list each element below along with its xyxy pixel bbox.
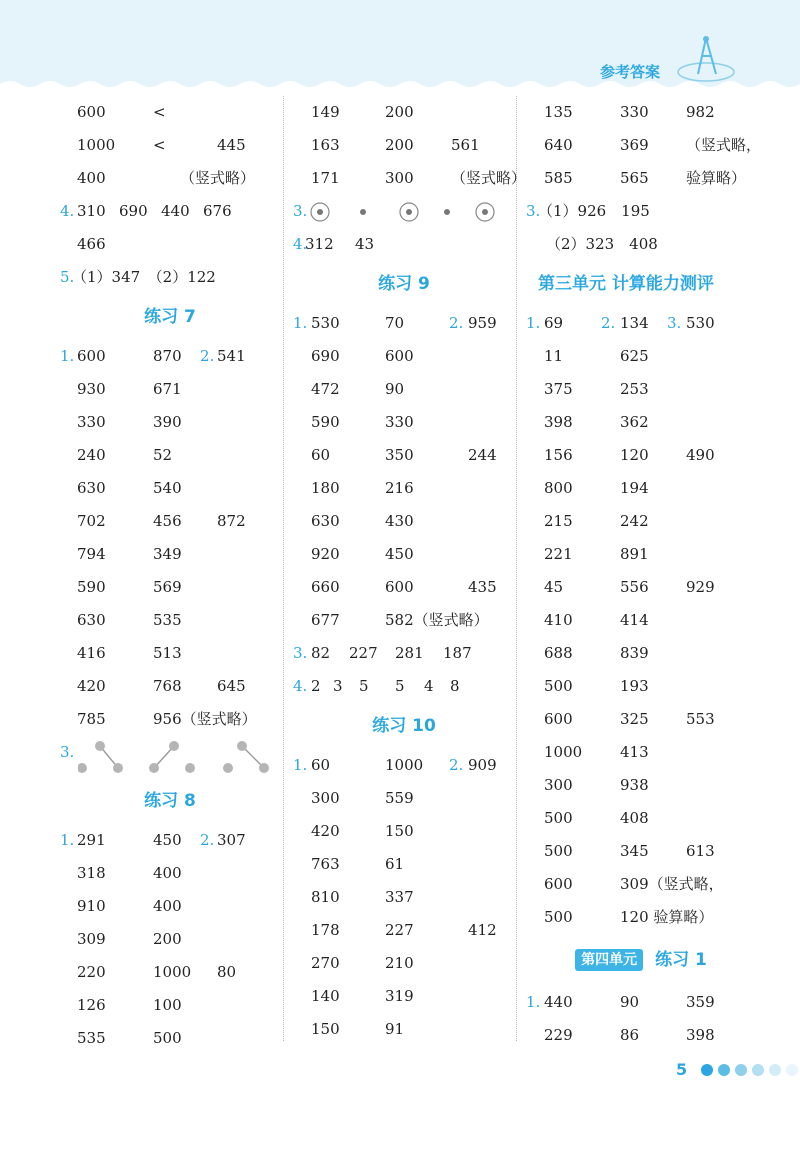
question-number: 2. — [200, 831, 215, 849]
answer-value: 345 — [620, 842, 649, 860]
answer-row — [60, 472, 280, 505]
answer-value: 240 — [77, 446, 106, 464]
answer-value: 70 — [385, 314, 405, 332]
answer-value: 763 — [311, 855, 340, 873]
header-title: 参考答案 — [600, 63, 661, 81]
answer-value: 440 — [544, 993, 573, 1011]
exercise-10-answers — [293, 749, 515, 1046]
answer-value: 253 — [620, 380, 649, 398]
answer-row — [526, 406, 756, 439]
answer-value: 80 — [217, 963, 237, 981]
circle-dot-answers — [309, 201, 499, 223]
answer-row — [526, 868, 756, 901]
answer-value: 45 — [544, 578, 564, 596]
answer-value: 982 — [686, 103, 715, 121]
answer-value: 540 — [153, 479, 182, 497]
answer-value: 959 — [468, 314, 497, 332]
page-number: 5 — [676, 1060, 688, 1079]
answer-value: 920 — [311, 545, 340, 563]
answer-value: 559 — [385, 789, 414, 807]
answer-row — [60, 373, 280, 406]
answer-value: 490 — [686, 446, 715, 464]
answer-row — [60, 406, 280, 439]
answer-value: 530 — [686, 314, 715, 332]
section-title: 练习 9 — [378, 274, 430, 294]
answer-value: 565 — [620, 169, 649, 187]
answer-row: （2）323 408 — [546, 235, 658, 253]
answer-value: 244 — [468, 446, 497, 464]
answer-row — [60, 439, 280, 472]
answer-value: 408 — [620, 809, 649, 827]
answer-value: 150 — [311, 1020, 340, 1038]
section-title: 练习 7 — [144, 307, 196, 327]
answer-value: 178 — [311, 921, 340, 939]
answer-value: 590 — [311, 413, 340, 431]
answer-value: 349 — [153, 545, 182, 563]
answer-row: 5. （1）347 （2）122 — [60, 268, 216, 286]
answer-row — [526, 307, 756, 340]
answer-value: 126 — [77, 996, 106, 1014]
answer-row — [60, 989, 280, 1022]
question-number: 1. — [293, 314, 308, 332]
answer-row — [60, 857, 280, 890]
answer-value: 69 — [544, 314, 564, 332]
answer-value: 420 — [77, 677, 106, 695]
answer-row — [526, 901, 756, 934]
question-number: 3. — [667, 314, 682, 332]
answer-value: 369 — [620, 136, 649, 154]
answer-row — [293, 373, 515, 406]
answer-value: 309（竖式略， — [620, 875, 724, 893]
unit-3-answers — [526, 307, 756, 934]
answer-value: 600 — [77, 347, 106, 365]
answer-value: 660 — [311, 578, 340, 596]
answer-value: 318 — [77, 864, 106, 882]
answer-value: 630 — [77, 479, 106, 497]
answer-row: 3. — [293, 195, 515, 228]
answer-value: 200 — [385, 136, 414, 154]
answer-row: 466 — [77, 235, 106, 253]
answer-value: 150 — [385, 822, 414, 840]
matching-lines-diagram — [78, 740, 278, 776]
answer-value: 120 验算略） — [620, 908, 714, 926]
answer-value: 300 — [385, 169, 414, 187]
answer-row — [293, 129, 515, 162]
answer-row — [526, 129, 762, 162]
answer-value: 410 — [544, 611, 573, 629]
answer-value: （竖式略） — [451, 169, 527, 187]
answer-value: 585 — [544, 169, 573, 187]
answer-value: 337 — [385, 888, 414, 906]
answer-value: 541 — [217, 347, 246, 365]
answer-value: 229 — [544, 1026, 573, 1044]
answer-value: 180 — [311, 479, 340, 497]
answer-value: 300 — [544, 776, 573, 794]
continued-answers — [293, 96, 527, 195]
section-title: 练习 1 — [655, 950, 707, 970]
answer-value: 430 — [385, 512, 414, 530]
answer-row — [526, 472, 756, 505]
answer-row — [293, 340, 515, 373]
answer-value: 556 — [620, 578, 649, 596]
answer-value: 600 — [544, 875, 573, 893]
answer-value: 891 — [620, 545, 649, 563]
answer-value: 645 — [217, 677, 246, 695]
answer-value: 472 — [311, 380, 340, 398]
answer-row: 4. 310 690 440 676 — [60, 202, 232, 220]
answer-value: 307 — [217, 831, 246, 849]
column-divider — [516, 96, 517, 1041]
answer-row — [60, 890, 280, 923]
answer-value: 60 — [311, 756, 331, 774]
exercise-7-answers — [60, 340, 280, 736]
column-3 — [526, 96, 762, 1052]
column-2 — [293, 96, 527, 1046]
question-number: 2. — [449, 756, 464, 774]
decorative-dots — [700, 1063, 800, 1077]
answer-value: 625 — [620, 347, 649, 365]
answer-value: 630 — [311, 512, 340, 530]
answer-value: 90 — [385, 380, 405, 398]
answer-value: 640 — [544, 136, 573, 154]
answer-value: 839 — [620, 644, 649, 662]
answer-row — [293, 782, 515, 815]
answer-value: 702 — [77, 512, 106, 530]
answer-row — [526, 769, 756, 802]
answer-row: 600 < — [77, 103, 166, 121]
answer-value: 270 — [311, 954, 340, 972]
answer-value: 600 — [385, 578, 414, 596]
answer-row — [293, 505, 515, 538]
answer-row — [60, 340, 280, 373]
answer-row — [293, 604, 515, 637]
answer-row: 3. 82 227 281 187 — [293, 644, 472, 662]
answer-row — [526, 340, 756, 373]
answer-row: 4. 2 3 5 5 4 8 — [293, 677, 460, 695]
answer-value: 690 — [311, 347, 340, 365]
answer-value: 362 — [620, 413, 649, 431]
answer-row — [526, 703, 756, 736]
exercise-9-answers — [293, 307, 515, 637]
answer-value: 553 — [686, 710, 715, 728]
answer-value: 242 — [620, 512, 649, 530]
answer-value: 810 — [311, 888, 340, 906]
answer-row — [293, 439, 515, 472]
answer-value: 630 — [77, 611, 106, 629]
answer-value: 500 — [153, 1029, 182, 1047]
answer-value: 91 — [385, 1020, 405, 1038]
answer-row — [60, 571, 280, 604]
answer-value: 929 — [686, 578, 715, 596]
answer-value: 350 — [385, 446, 414, 464]
answer-value: 909 — [468, 756, 497, 774]
answer-value: 400 — [153, 897, 182, 915]
question-number: 1. — [293, 756, 308, 774]
answer-value: 500 — [544, 908, 573, 926]
answer-value: 870 — [153, 347, 182, 365]
answer-value: 171 — [311, 169, 340, 187]
answer-value: 500 — [544, 809, 573, 827]
page-header — [0, 0, 800, 90]
answer-value: （竖式略， — [686, 136, 762, 154]
answer-row — [526, 96, 756, 129]
answer-value: 330 — [620, 103, 649, 121]
answer-value: 398 — [686, 1026, 715, 1044]
answer-row — [526, 373, 756, 406]
answer-row — [60, 824, 280, 857]
answer-value: 60 — [311, 446, 331, 464]
answer-value: 1000 — [544, 743, 583, 761]
answer-row — [293, 96, 515, 129]
section-title: 练习 10 — [372, 716, 436, 736]
matching-answer: 3. — [60, 736, 280, 778]
answer-value: 86 — [620, 1026, 640, 1044]
answer-row — [293, 571, 515, 604]
answer-value: 450 — [153, 831, 182, 849]
answer-value: 688 — [544, 644, 573, 662]
answer-value: 938 — [620, 776, 649, 794]
answer-row — [293, 980, 515, 1013]
answer-row: 3. （1）926 195 — [526, 202, 650, 220]
answer-value: 291 — [77, 831, 106, 849]
answer-row — [60, 956, 280, 989]
answer-value: 210 — [385, 954, 414, 972]
answer-row — [293, 749, 515, 782]
question-number: 1. — [526, 314, 541, 332]
answer-row — [526, 1019, 756, 1052]
answer-row — [293, 538, 515, 571]
answer-value: 794 — [77, 545, 106, 563]
answer-value: 120 — [620, 446, 649, 464]
compass-icon — [676, 34, 736, 84]
answer-row — [526, 637, 756, 670]
answer-value: 194 — [620, 479, 649, 497]
answer-value: 416 — [77, 644, 106, 662]
answer-value: 400 — [153, 864, 182, 882]
answer-value: 450 — [385, 545, 414, 563]
answer-value: 768 — [153, 677, 182, 695]
answer-row — [526, 604, 756, 637]
answer-value: 90 — [620, 993, 640, 1011]
answer-row — [526, 835, 756, 868]
answer-value: 61 — [385, 855, 405, 873]
question-number: 2. — [200, 347, 215, 365]
answer-value: 330 — [77, 413, 106, 431]
answer-value: 验算略） — [686, 169, 747, 187]
answer-row — [60, 670, 280, 703]
answer-row — [293, 848, 515, 881]
answer-row — [293, 1013, 515, 1046]
question-number: 1. — [60, 831, 75, 849]
answer-row — [60, 703, 280, 736]
answer-value: 193 — [620, 677, 649, 695]
column-divider — [283, 96, 284, 1041]
continued-answers — [526, 96, 762, 195]
answer-value: 956（竖式略） — [153, 710, 257, 728]
answer-value: 200 — [153, 930, 182, 948]
answer-value: 677 — [311, 611, 340, 629]
answer-value: 398 — [544, 413, 573, 431]
answer-value: 582（竖式略） — [385, 611, 489, 629]
answer-row — [526, 736, 756, 769]
answer-value: 535 — [153, 611, 182, 629]
answer-value: 325 — [620, 710, 649, 728]
answer-value: 872 — [217, 512, 246, 530]
answer-value: 420 — [311, 822, 340, 840]
answer-row — [293, 406, 515, 439]
answer-value: 220 — [77, 963, 106, 981]
answer-row — [60, 1022, 280, 1055]
answer-value: 600 — [385, 347, 414, 365]
answer-row — [60, 505, 280, 538]
answer-value: 330 — [385, 413, 414, 431]
answer-row — [293, 162, 527, 195]
section-title: 第三单元 计算能力测评 — [538, 274, 714, 294]
answer-value: 156 — [544, 446, 573, 464]
answer-value: 600 — [544, 710, 573, 728]
answer-value: 513 — [153, 644, 182, 662]
question-number: 1. — [526, 993, 541, 1011]
answer-row: 1000 < 445 — [77, 136, 246, 154]
answer-value: 535 — [77, 1029, 106, 1047]
answer-value: 530 — [311, 314, 340, 332]
answer-value: 52 — [153, 446, 173, 464]
answer-value: 413 — [620, 743, 649, 761]
answer-value: 375 — [544, 380, 573, 398]
answer-row — [293, 307, 515, 340]
answer-value: 149 — [311, 103, 340, 121]
answer-value: 390 — [153, 413, 182, 431]
answer-value: 910 — [77, 897, 106, 915]
answer-value: 215 — [544, 512, 573, 530]
answer-value: 800 — [544, 479, 573, 497]
answer-value: 414 — [620, 611, 649, 629]
answer-row: 4. 312 43 — [293, 235, 375, 253]
unit-4-answers — [526, 986, 756, 1052]
answer-row — [526, 538, 756, 571]
answer-row — [60, 604, 280, 637]
answer-value: 613 — [686, 842, 715, 860]
question-number: 2. — [601, 314, 616, 332]
answer-value: 561 — [451, 136, 480, 154]
answer-row — [526, 571, 756, 604]
answer-value: 930 — [77, 380, 106, 398]
answer-value: 227 — [385, 921, 414, 939]
answer-value: 140 — [311, 987, 340, 1005]
exercise-8-answers — [60, 824, 280, 1055]
answer-value: 359 — [686, 993, 715, 1011]
answer-value: 1000 — [385, 756, 424, 774]
answer-value: 671 — [153, 380, 182, 398]
answer-row — [293, 472, 515, 505]
answer-row — [526, 505, 756, 538]
column-1 — [60, 96, 280, 1055]
answer-value: 785 — [77, 710, 106, 728]
answer-value: 500 — [544, 677, 573, 695]
answer-value: 319 — [385, 987, 414, 1005]
answer-value: 221 — [544, 545, 573, 563]
unit-badge: 第四单元 — [575, 949, 643, 971]
answer-value: 1000 — [153, 963, 192, 981]
answer-row: 400 （竖式略） — [77, 169, 256, 187]
answer-value: 590 — [77, 578, 106, 596]
unit-4-heading — [526, 934, 756, 986]
question-number: 2. — [449, 314, 464, 332]
answer-value: 135 — [544, 103, 573, 121]
answer-value: 11 — [544, 347, 564, 365]
answer-row — [293, 914, 515, 947]
answer-row — [526, 802, 756, 835]
answer-row — [526, 439, 756, 472]
answer-value: 100 — [153, 996, 182, 1014]
question-number: 1. — [60, 347, 75, 365]
answer-value: 435 — [468, 578, 497, 596]
answer-row — [60, 923, 280, 956]
answer-value: 200 — [385, 103, 414, 121]
answer-row — [293, 947, 515, 980]
answer-value: 569 — [153, 578, 182, 596]
answer-row — [60, 637, 280, 670]
answer-value: 500 — [544, 842, 573, 860]
answer-row — [293, 815, 515, 848]
answer-value: 412 — [468, 921, 497, 939]
answer-value: 309 — [77, 930, 106, 948]
answer-row — [526, 162, 756, 195]
answer-value: 163 — [311, 136, 340, 154]
answer-value: 216 — [385, 479, 414, 497]
answer-value: 456 — [153, 512, 182, 530]
answer-row — [293, 881, 515, 914]
answer-row — [526, 670, 756, 703]
answer-row — [60, 538, 280, 571]
section-title: 练习 8 — [144, 791, 196, 811]
answer-value: 134 — [620, 314, 649, 332]
answer-row — [526, 986, 756, 1019]
answer-value: 300 — [311, 789, 340, 807]
